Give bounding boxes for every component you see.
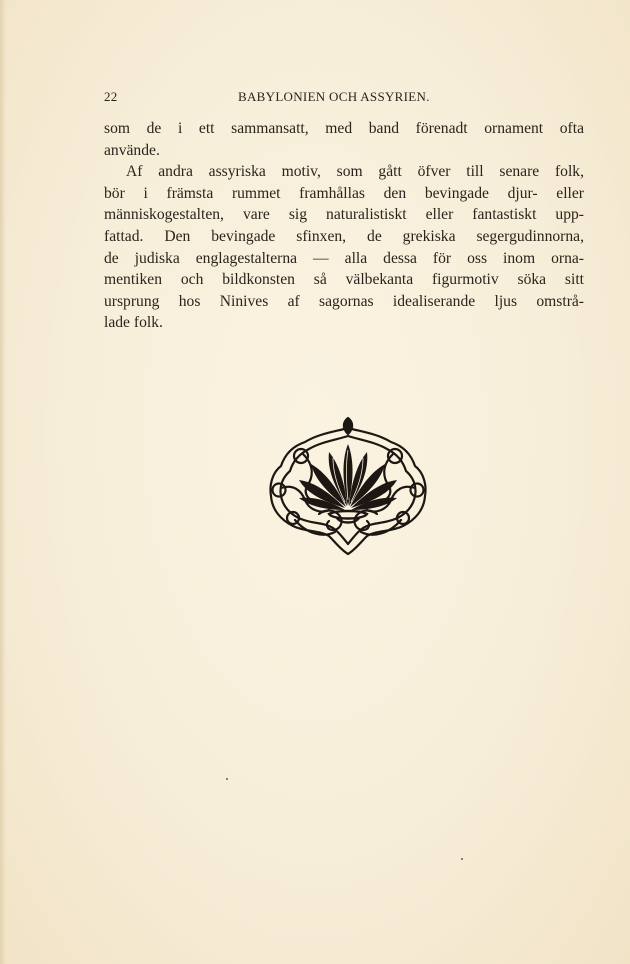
text-line: mentiken och bildkonsten så välbekanta figurmotiv söka sitt [104, 271, 584, 289]
page-edge [0, 0, 6, 964]
text-line: fattad. Den bevingade sfinxen, de grekiska segergudinnorna, [104, 227, 584, 245]
body-text [104, 118, 584, 334]
text-line: lade folk. [104, 314, 163, 332]
text-line: bör i främsta rummet framhållas den bevingade djur- eller [104, 184, 584, 202]
page-header [104, 89, 584, 109]
text-line: människogestalten, vare sig naturalistiskt eller fantastiskt upp- [104, 206, 584, 224]
text-line: de judiska englagestalterna — alla dessa för oss inom orna- [104, 249, 584, 267]
running-head: BABYLONIEN OCH ASSYRIEN. [238, 89, 430, 104]
text-line: Af andra assyriska motiv, som gått öfver till senare folk, [126, 163, 584, 181]
page-number: 22 [104, 89, 118, 104]
text-line: ursprung hos Ninives af sagornas idealiserande ljus omstrå- [104, 292, 584, 310]
paper-speck [226, 778, 228, 780]
paper-speck [461, 858, 463, 860]
text-line: använde. [104, 141, 160, 159]
palmette-ornament-icon [263, 414, 433, 562]
text-line: som de i ett sammansatt, med band förenadt ornament ofta [104, 120, 584, 137]
